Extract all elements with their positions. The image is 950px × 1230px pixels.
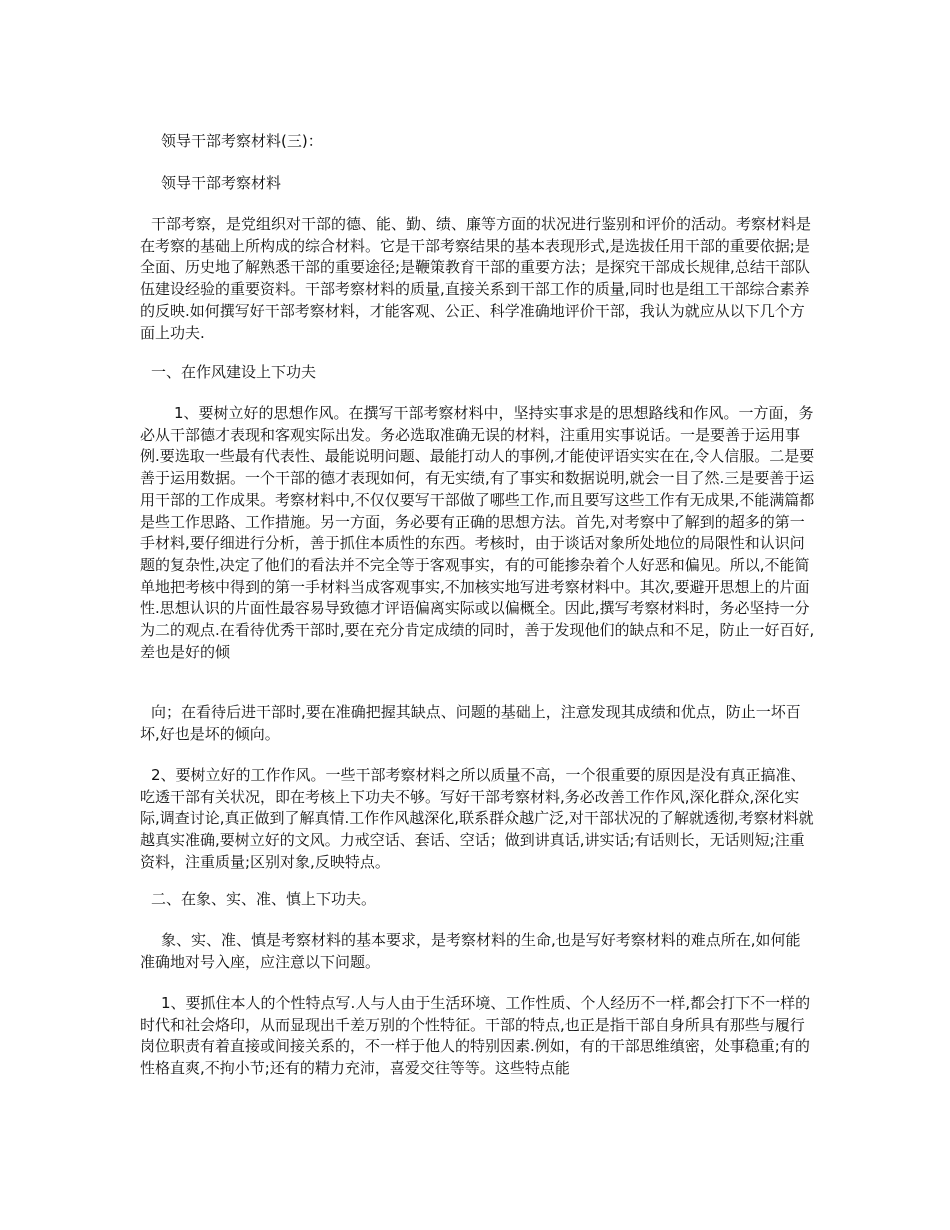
intro-paragraph: 干部考察，是党组织对干部的德、能、勤、绩、廉等方面的状况进行鉴别和评价的活动。考察材料是在考察的基础上所构成的综合材料。它是干部考察结果的基本表现形式,是选拔任用干部的重要依据;是全面、历史地了解熟悉干部的重要途径;是鞭策教育干部的重要方法；是探究干部成长规律,总结干部队伍建设经验的重要资料。干部考察材料的质量,直接关系到干部工作的质量,同时也是组工干部综合素养的反映.如何撰写好干部考察材料，才能客观、公正、科学准确地评价干部，我认为就应从以下几个方面上功夫. [140, 215, 812, 342]
document-title-primary: 领导干部考察材料(三)： [161, 132, 323, 150]
paragraph-2-1: 1、要抓住本人的个性特点写.人与人由于生活环境、工作性质、个人经历不一样,都会打下不一样的时代和社会烙印，从而显现出千差万别的个性特征。干部的特点,也正是指干部自身所具有那些与履行岗位职责有着直接或间接关系的，不一样于他人的特别因素.例如，有的干部思维缜密，处事稳重;有的性格直爽,不拘小节;还有的精力充沛，喜爱交往等等。这些特点能 [140, 994, 811, 1078]
section-heading-2: 二、在象、实、准、慎上下功夫。 [151, 890, 377, 908]
document-title-secondary: 领导干部考察材料 [161, 174, 282, 192]
section-heading-1: 一、在作风建设上下功夫 [151, 363, 317, 381]
paragraph-1-2: 2、要树立好的工作作风。一些干部考察材料之所以质量不高，一个很重要的原因是没有真正搞准、吃透干部有关状况，即在考核上下功夫不够。写好干部考察材料,务必改善工作作风,深化群众,深化实际,调查讨论,真正做到了解真情.工作作风越深化,联系群众越广泛,对干部状况的了解就透彻,考察材料就越真实准确,要树立好的文风。力戒空话、套话、空话；做到讲真话,讲实话;有话则长，无话则短;注重资料，注重质量;区别对象,反映特点。 [140, 766, 814, 871]
paragraph-1-1: 1、要树立好的思想作风。在撰写干部考察材料中，坚持实事求是的思想路线和作风。一方面，务必从干部德才表现和客观实际出发。务必选取准确无误的材料，注重用实事说话。一是要善于运用事例.要选取一些最有代表性、最能说明问题、最能打动人的事例,才能使评语实实在在,令人信服。二是要善于运用数据。一个干部的德才表现如何，有无实绩,有了事实和数据说明,就会一目了然.三是要善于运用干部的工作成果。考察材料中,不仅仅要写干部做了哪些工作,而且要写这些工作有无成果,不能满篇都是些工作思路、工作措施。另一方面，务必要有正确的思想方法。首先,对考察中了解到的超多的第一手材料,要仔细进行分析，善于抓住本质性的东西。考核时，由于谈话对象所处地位的局限性和认识问题的复杂性,决定了他们的看法并不完全等于客观事实，有的可能掺杂着个人好恶和偏见。所以,不能简单地把考核中得到的第一手材料当成客观事实,不加核实地写进考察材料中。其次,要避开思想上的片面性.思想认识的片面性最容易导致德才评语偏离实际或以偏概全。因此,撰写考察材料时，务必坚持一分为二的观点.在看待优秀干部时,要在充分肯定成绩的同时，善于发现他们的缺点和不足，防止一好百好,差也是好的倾 [140, 404, 815, 661]
paragraph-2-intro: 象、实、准、慎是考察材料的基本要求，是考察材料的生命,也是写好考察材料的难点所在,如何能准确地对号入座，应注意以下问题。 [140, 931, 801, 971]
paragraph-1-1-continued: 向；在看待后进干部时,要在准确把握其缺点、问题的基础上，注意发现其成绩和优点，防止一坏百坏,好也是坏的倾向。 [140, 703, 801, 743]
